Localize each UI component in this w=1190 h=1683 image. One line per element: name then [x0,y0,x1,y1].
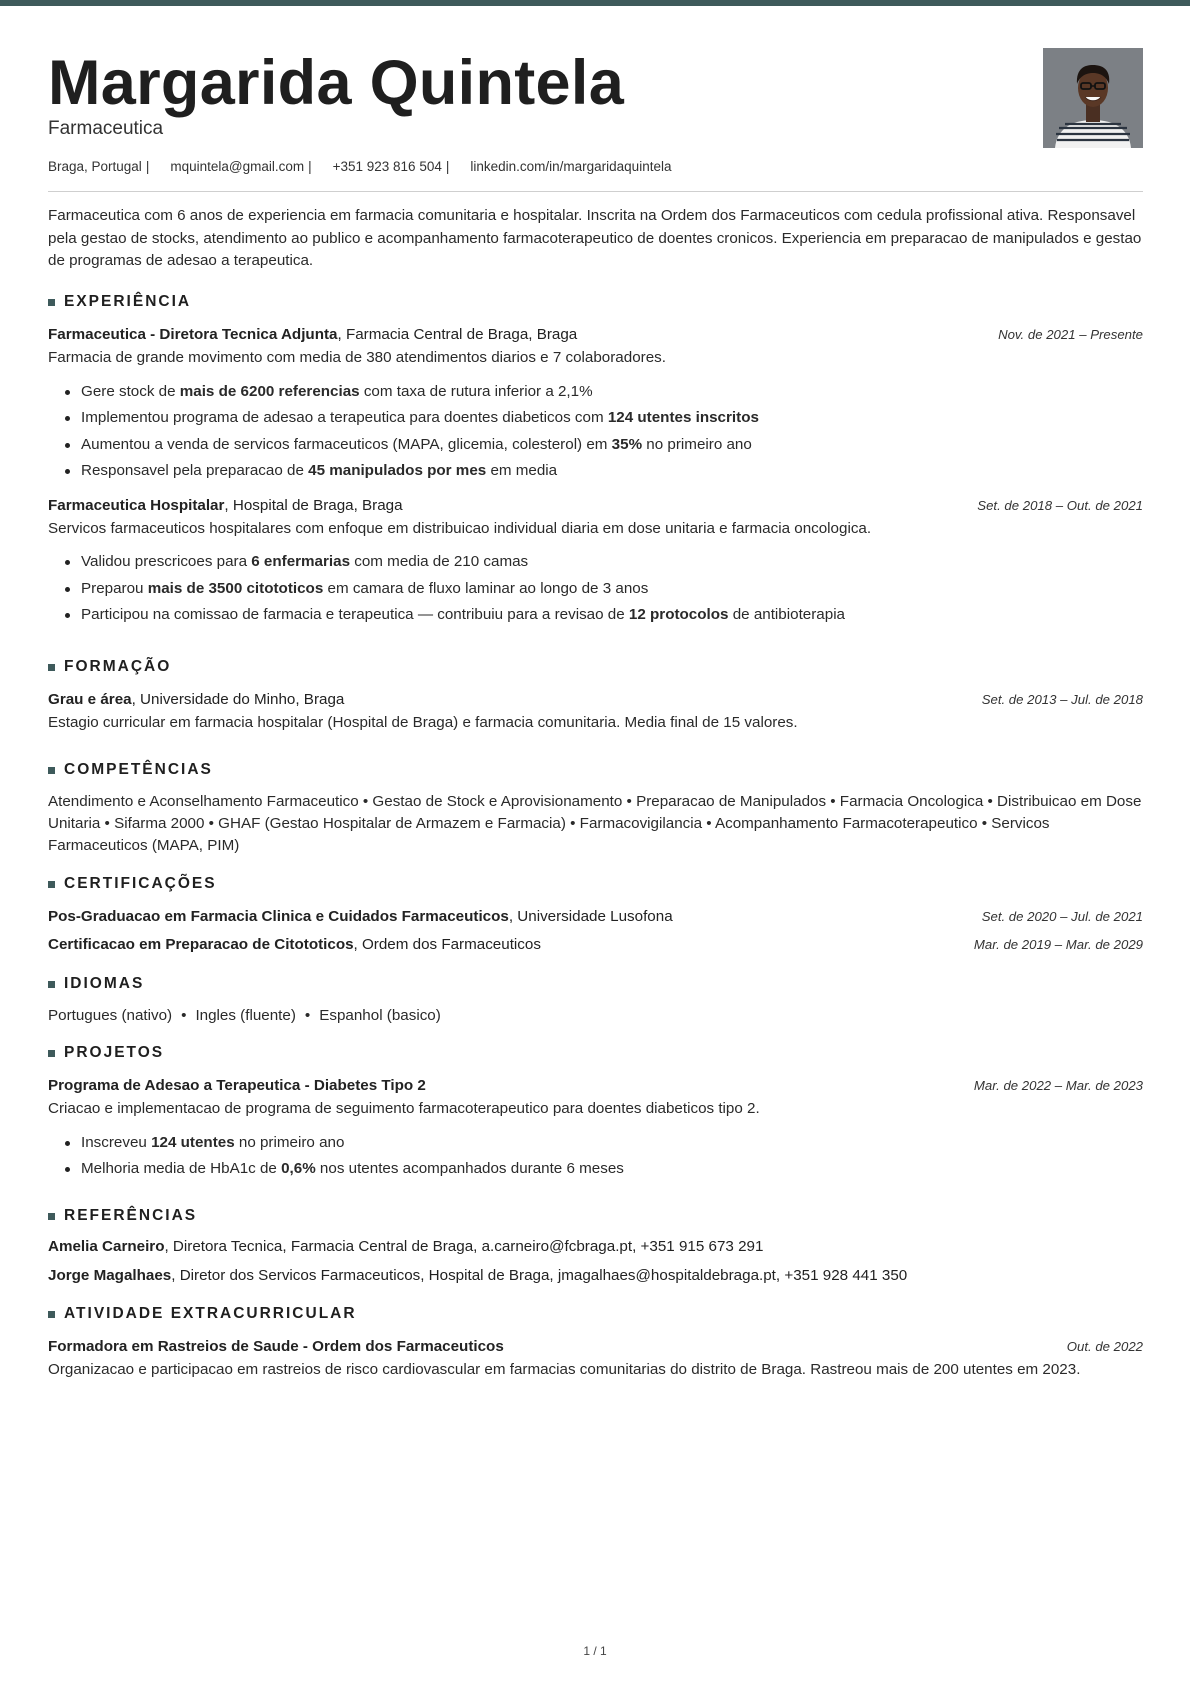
section-languages [48,974,1143,1027]
bullet-item [48,379,1143,406]
contact-separator: | [145,159,150,174]
bullet-item [48,1156,1143,1183]
bullet-text: Aumentou a venda de servicos farmaceuticos (MAPA, glicemia, colesterol) em [81,435,612,453]
activity-name: Formadora em Rastreios de Saude - Ordem dos Farmaceuticos [48,1338,504,1355]
bullet-text: Preparou [81,579,148,597]
bullet-highlight: 0,6% [281,1160,316,1177]
bullet-item [48,458,1143,485]
job-bullets [48,549,1143,629]
bullet-item [48,576,1143,603]
bullet-text: nos utentes acompanhados durante 6 meses [315,1160,624,1177]
project-entry [48,1075,1143,1097]
reference-name: Amelia Carneiro [48,1238,165,1255]
candidate-title: Farmaceutica [48,118,164,139]
bullet-text: Participou na comissao de farmacia e terapeutica — contribuiu para a revisao de [81,606,629,623]
profile-photo-image [1043,48,1143,148]
education-degree: Grau e área [48,691,132,708]
reference-details: , Diretor dos Servicos Farmaceuticos, Hospital de Braga, jmagalhaes@hospitaldebraga.pt, +351 928 441 350 [171,1267,908,1284]
contact-separator: | [445,159,450,174]
bullet-text: em camara de fluxo laminar ao longo de 3 anos [323,579,649,597]
section-heading-text: IDIOMAS [64,975,145,992]
bullet-highlight: 124 utentes inscritos [607,409,759,426]
section-heading-text: CERTIFICAÇÕES [64,875,217,892]
bullet-highlight: 45 manipulados por mes [308,462,487,479]
profile-photo [1043,48,1143,148]
activity-description: Organizacao e participacao em rastreios de risco cardiovascular em farmacias comunitarias do distrito de Braga. Rastreou mais de 200 utentes em 2023. [48,1361,1081,1378]
skills-list: Atendimento e Aconselhamento Farmaceutico • Gestao de Stock e Aprovisionamento • Preparacao de Manipulados • Farmacia Oncologica • Distribuicao em Dose Unitaria • Sifarma 2000 • GHAF (Gestao Hospitalar de Armazem e Farmacia) • Farmacovigilancia • Acompanhamento Farmacoterapeutico • Servicos Farmaceuticos (MAPA, PIM) [48,793,1142,854]
bullet-text: Melhoria media de HbA1c de [81,1160,282,1177]
section-marker-icon [48,664,55,671]
section-heading-extracurricular [48,1304,1143,1324]
job-org: , Hospital de Braga, Braga [224,496,403,514]
bullet-highlight: mais de 6200 referencias [179,382,360,400]
certification-date: Mar. de 2019 – Mar. de 2029 [973,937,1143,952]
certification-org: , Universidade Lusofona [508,908,673,925]
reference-name: Jorge Magalhaes [48,1267,172,1284]
contact-line [48,158,671,176]
bullet-text: Responsavel pela preparacao de [81,462,309,479]
section-heading-text: COMPETÊNCIAS [64,761,213,778]
bullet-text: Gere stock de [81,382,180,400]
bullet-item [48,432,1143,459]
top-accent-bar [0,0,1190,6]
section-heading-languages [48,974,1143,994]
bullet-text: com taxa de rutura inferior a 2,1% [359,382,593,400]
section-heading-text: REFERÊNCIAS [64,1207,198,1224]
section-marker-icon [48,767,55,774]
bullet-highlight: 124 utentes [151,1133,235,1151]
project-description: Criacao e implementacao de programa de seguimento farmacoterapeutico para doentes diabeticos tipo 2. [48,1100,760,1117]
activity-date: Out. de 2022 [1066,1339,1143,1354]
project-date: Mar. de 2022 – Mar. de 2023 [973,1078,1143,1093]
activity-entry [48,1336,1143,1358]
section-marker-icon [48,881,55,888]
section-marker-icon [48,1050,55,1057]
language-item: Portugues (nativo) [48,1007,173,1024]
bullet-item [48,549,1143,576]
contact-linkedin[interactable]: linkedin.com/in/margaridaquintela [470,159,672,174]
section-heading-text: FORMAÇÃO [64,658,172,675]
certification-date: Set. de 2020 – Jul. de 2021 [981,909,1143,924]
reference-details: , Diretora Tecnica, Farmacia Central de Braga, a.carneiro@fcbraga.pt, +351 915 673 291 [164,1238,764,1255]
section-heading-projects [48,1043,1143,1063]
section-heading-text: ATIVIDADE EXTRACURRICULAR [64,1305,357,1322]
contact-phone[interactable]: +351 923 816 504 [332,159,442,174]
project-name: Programa de Adesao a Terapeutica - Diabetes Tipo 2 [48,1077,426,1094]
language-item: Ingles (fluente) [195,1007,296,1024]
section-heading-certifications [48,874,1143,894]
reference-entry [48,1236,1143,1258]
job-role: Farmaceutica Hospitalar [48,496,225,514]
education-org: , Universidade do Minho, Braga [131,691,345,708]
certification-name: Pos-Graduacao em Farmacia Clinica e Cuidados Farmaceuticos [48,908,509,925]
job-date: Nov. de 2021 – Presente [998,327,1143,342]
section-marker-icon [48,1311,55,1318]
job-entry [48,495,1143,517]
job-entry [48,324,1143,346]
education-date: Set. de 2013 – Jul. de 2018 [981,692,1143,707]
section-marker-icon [48,981,55,988]
header-divider [48,191,1143,192]
project-bullets [48,1130,1143,1183]
bullet-item [48,405,1143,432]
education-description: Estagio curricular em farmacia hospitalar (Hospital de Braga) e farmacia comunitaria. Media final de 15 valores. [48,714,798,731]
job-bullets [48,379,1143,485]
bullet-text: no primeiro ano [642,435,752,453]
certification-entry [48,934,1143,956]
language-item: Espanhol (basico) [319,1007,441,1024]
certification-org: , Ordem dos Farmaceuticos [353,936,541,953]
section-heading-education [48,657,1143,677]
section-heading-experience [48,292,1143,312]
contact-email[interactable]: mquintela@gmail.com [170,159,305,174]
bullet-highlight: 12 protocolos [628,606,729,623]
bullet-item [48,602,1143,629]
education-entry [48,689,1143,711]
list-separator: • [181,1007,187,1024]
bullet-item [48,1130,1143,1157]
bullet-text: Inscreveu [81,1133,152,1151]
bullet-text: com media de 210 camas [350,553,529,570]
section-education [48,657,1143,735]
bullet-highlight: mais de 3500 citototicos [147,579,324,597]
bullet-text: Implementou programa de adesao a terapeutica para doentes diabeticos com [81,409,608,426]
job-description: Servicos farmaceuticos hospitalares com enfoque em distribuicao individual diaria em dose unitaria e farmacia oncologica. [48,519,872,537]
job-date: Set. de 2018 – Out. de 2021 [977,497,1143,513]
section-extracurricular [48,1304,1143,1382]
job-role: Farmaceutica - Diretora Tecnica Adjunta [48,326,338,343]
contact-separator: | [308,159,312,174]
section-certifications [48,874,1143,956]
bullet-text: em media [486,462,558,479]
section-heading-text: PROJETOS [64,1044,165,1061]
languages-list [48,1005,1143,1027]
job-description: Farmacia de grande movimento com media de 380 atendimentos diarios e 7 colaboradores. [48,349,666,366]
list-separator: • [304,1007,311,1024]
bullet-highlight: 6 enfermarias [251,553,351,570]
page-number: 1 / 1 [583,1644,607,1658]
bullet-highlight: 35% [611,435,643,453]
candidate-name: Margarida Quintela [48,48,625,118]
section-marker-icon [48,1213,55,1220]
reference-entry [48,1265,1143,1287]
bullet-text: Validou prescricoes para [81,553,252,570]
section-references [48,1206,1143,1287]
section-heading-references [48,1206,1143,1226]
profile-summary: Farmaceutica com 6 anos de experiencia em farmacia comunitaria e hospitalar. Inscrita na Ordem dos Farmaceuticos com cedula profissional ativa. Responsavel pela gestao de stocks, atendimento ao publico e acompanhamento farmacoterapeutico de doentes cronicos. Experiencia em preparacao de manipulados e gestao de programas de adesao a terapeutica. [48,207,1142,269]
contact-location: Braga, Portugal [48,159,142,174]
section-projects [48,1043,1143,1183]
job-org: , Farmacia Central de Braga, Braga [337,326,578,343]
certification-name: Certificacao em Preparacao de Citototicos [48,936,354,953]
section-heading-text: EXPERIÊNCIA [64,293,192,310]
section-heading-skills [48,760,1143,780]
section-marker-icon [48,299,55,306]
section-experience [48,292,1143,629]
section-skills [48,760,1143,857]
certification-entry [48,906,1143,928]
bullet-text: de antibioterapia [728,606,846,623]
bullet-text: no primeiro ano [234,1133,345,1151]
